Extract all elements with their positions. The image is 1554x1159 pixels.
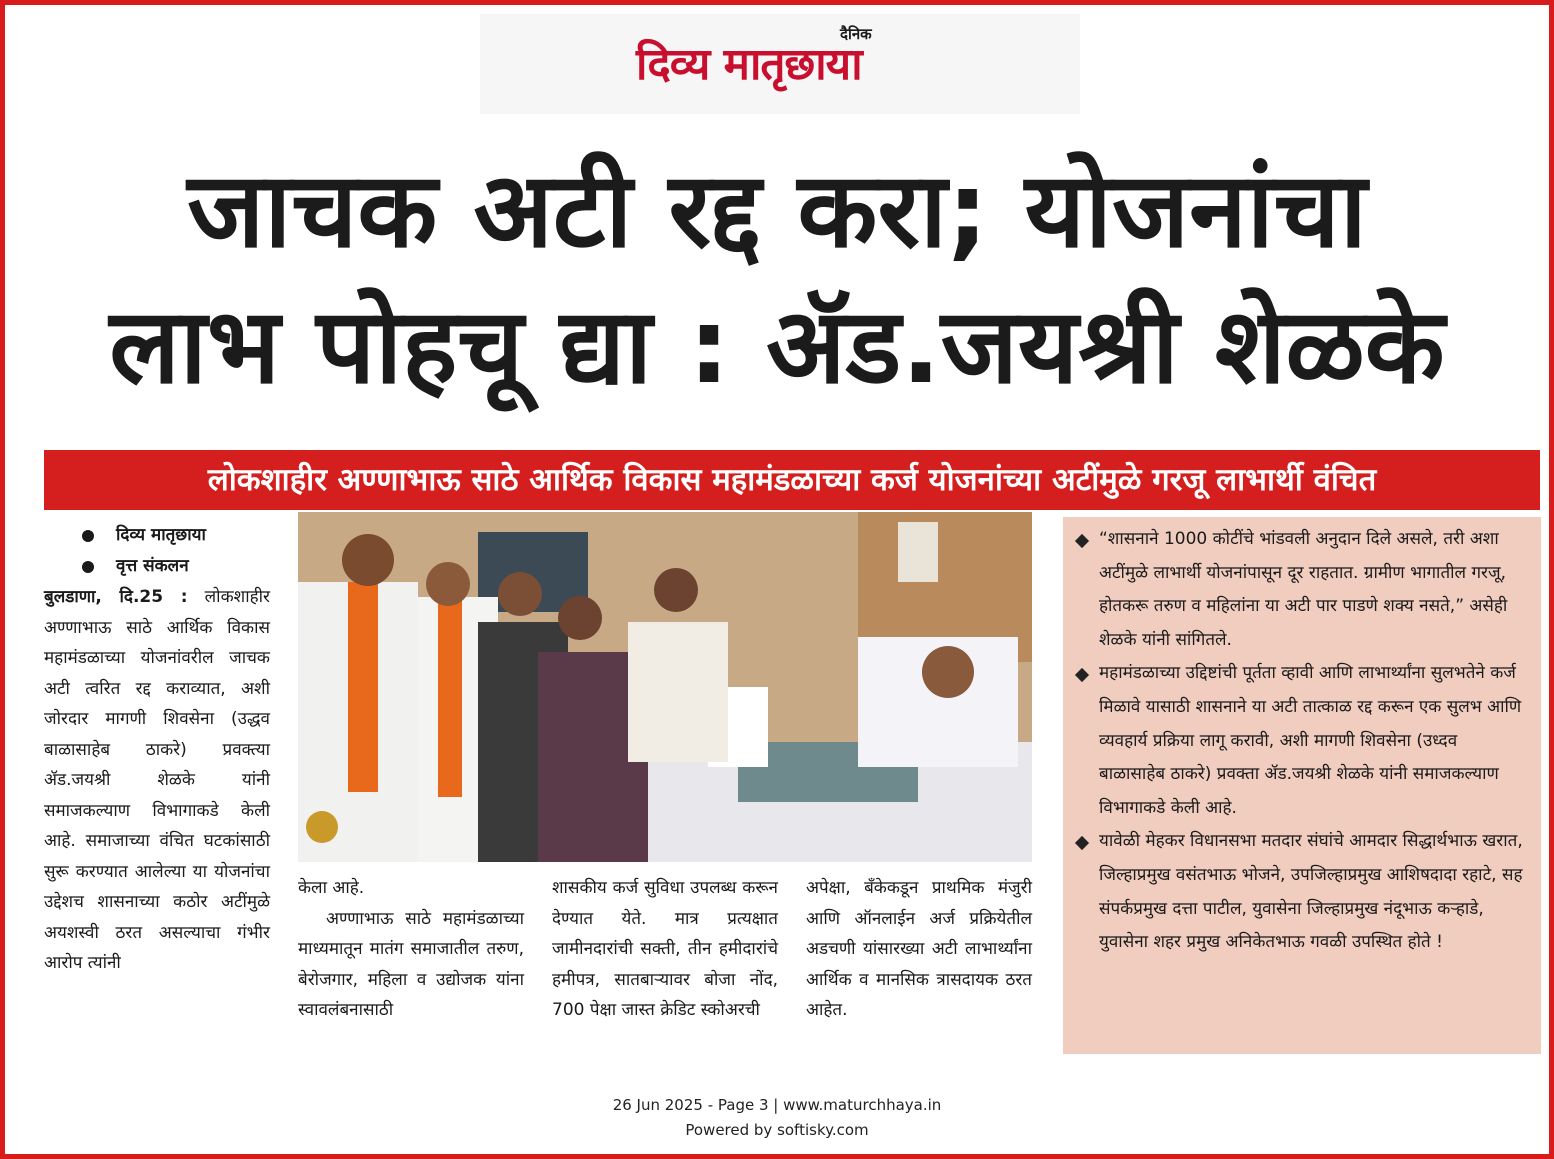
headline-line-2: लाभ पोहचू द्या : ॲड.जयश्री शेळके — [109, 285, 1445, 407]
sidebar-item — [1069, 523, 1525, 657]
byline-desk: वृत्त संकलन — [116, 556, 189, 577]
byline-source: दिव्य मातृछाया — [116, 525, 206, 546]
article-column-4 — [806, 873, 1032, 1026]
column-2-text-b: अण्णाभाऊ साठे महामंडळाच्या माध्यमातून मातंग समाजातील तरुण, बेरोजगार, महिला व उद्योजक यांना स्वावलंबनासाठी — [298, 908, 524, 1020]
column-1-body: लोकशाहीर अण्णाभाऊ साठे आर्थिक विकास महामंडळाच्या योजनांवरील जाचक अटी त्वरित रद्द कराव्यात, अशी जोरदार मागणी शिवसेना (उद्धव बाळासाहेब ठाकरे) प्रवक्त्या ॲड.जयश्री शेळके यांनी समाजकल्याण विभागाकडे केली आहे. समाजाच्या वंचित घटकांसाठी सुरू करण्यात आलेल्या या योजनांचा उद्देशच शासनाच्या कठोर अटींमुळे अयशस्वी ठरत असल्याचा गंभीर आरोप त्यांनी — [44, 587, 270, 973]
subheadline: लोकशाहीर अण्णाभाऊ साठे आर्थिक विकास महामंडळाच्या कर्ज योजनांच्या अटींमुळे गरजू लाभार्थी वंचित — [207, 462, 1377, 498]
diamond-bullet-icon — [1075, 534, 1089, 548]
footer-powered-by: Powered by softisky.com — [685, 1121, 869, 1139]
article-column-3 — [552, 873, 778, 1026]
news-photo-illustration — [298, 512, 1032, 862]
sidebar-item-text: यावेळी मेहकर विधानसभा मतदार संघांचे आमदार सिद्धार्थभाऊ खरात, जिल्हाप्रमुख वसंतभाऊ भोजने, उपजिल्हाप्रमुख आशिषदादा रहाटे, सह संपर्कप्रमुख दत्ता पाटील, युवासेना जिल्हाप्रमुख नंदूभाऊ कऱ्हाडे, युवासेना शहर प्रमुख अनिकेतभाऊ गवळी उपस्थित होते ! — [1099, 831, 1523, 953]
column-3-text: शासकीय कर्ज सुविधा उपलब्ध करून देण्यात येते. मात्र प्रत्यक्षात जामीनदारांची सक्ती, तीन हमीदारांचे हमीपत्र, सातबाऱ्यावर बोजा नोंद, 700 पेक्षा जास्त क्रेडिट स्कोअरची — [552, 878, 778, 1020]
masthead-daily-label: दैनिक — [840, 25, 872, 43]
column-1-text — [44, 582, 270, 979]
sidebar-item-text: महामंडळाच्या उद्दिष्टांची पूर्तता व्हावी आणि लाभार्थ्यांना सुलभतेने कर्ज मिळावे यासाठी शासनाने या अटी तात्काळ रद्द करून एक सुलभ आणि व्यवहार्य प्रक्रिया लागू करावी, अशी मागणी शिवसेना (उध्दव बाळासाहेब ठाकरे) प्रवक्ता ॲड.जयश्री शेळके यांनी समाजकल्याण विभागाकडे केली आहे. — [1099, 663, 1522, 818]
column-4-text: अपेक्षा, बँकेकडून प्राथमिक मंजुरी आणि ऑनलाईन अर्ज प्रक्रियेतील अडचणी यांसारख्या अटी लाभार्थ्यांना आर्थिक व मानसिक त्रासदायक ठरत आहेत. — [806, 878, 1032, 1020]
column-2-text-a: केला आहे. — [298, 878, 365, 898]
bullet-icon — [82, 561, 94, 573]
sidebar-item — [1069, 825, 1525, 959]
sidebar-item — [1069, 657, 1525, 825]
article-column-1 — [44, 520, 270, 979]
news-photo — [298, 512, 1032, 862]
byline-item — [44, 520, 270, 551]
bullet-icon — [82, 530, 94, 542]
diamond-bullet-icon — [1075, 668, 1089, 682]
dateline: बुलडाणा, दि.25 : — [44, 587, 188, 607]
article-column-2 — [298, 873, 524, 1026]
sidebar-box — [1063, 517, 1541, 1054]
headline-line-1: जाचक अटी रद्द करा; योजनांचा — [187, 149, 1367, 271]
footer-page-info: 26 Jun 2025 - Page 3 | www.maturchhaya.in — [612, 1096, 942, 1114]
newspaper-logo: दिव्य मातृछाया — [636, 39, 862, 90]
sidebar-item-text: “शासनाने 1000 कोटींचे भांडवली अनुदान दिले असले, तरी अशा अटींमुळे लाभार्थी योजनांपासून दूर राहतात. ग्रामीण भागातील गरजू, होतकरू तरुण व महिलांना या अटी पार पाडणे शक्य नसते,” असेही शेळके यांनी सांगितले. — [1099, 529, 1508, 650]
subheadline-band — [44, 450, 1540, 510]
byline-item — [44, 551, 270, 582]
diamond-bullet-icon — [1075, 836, 1089, 850]
